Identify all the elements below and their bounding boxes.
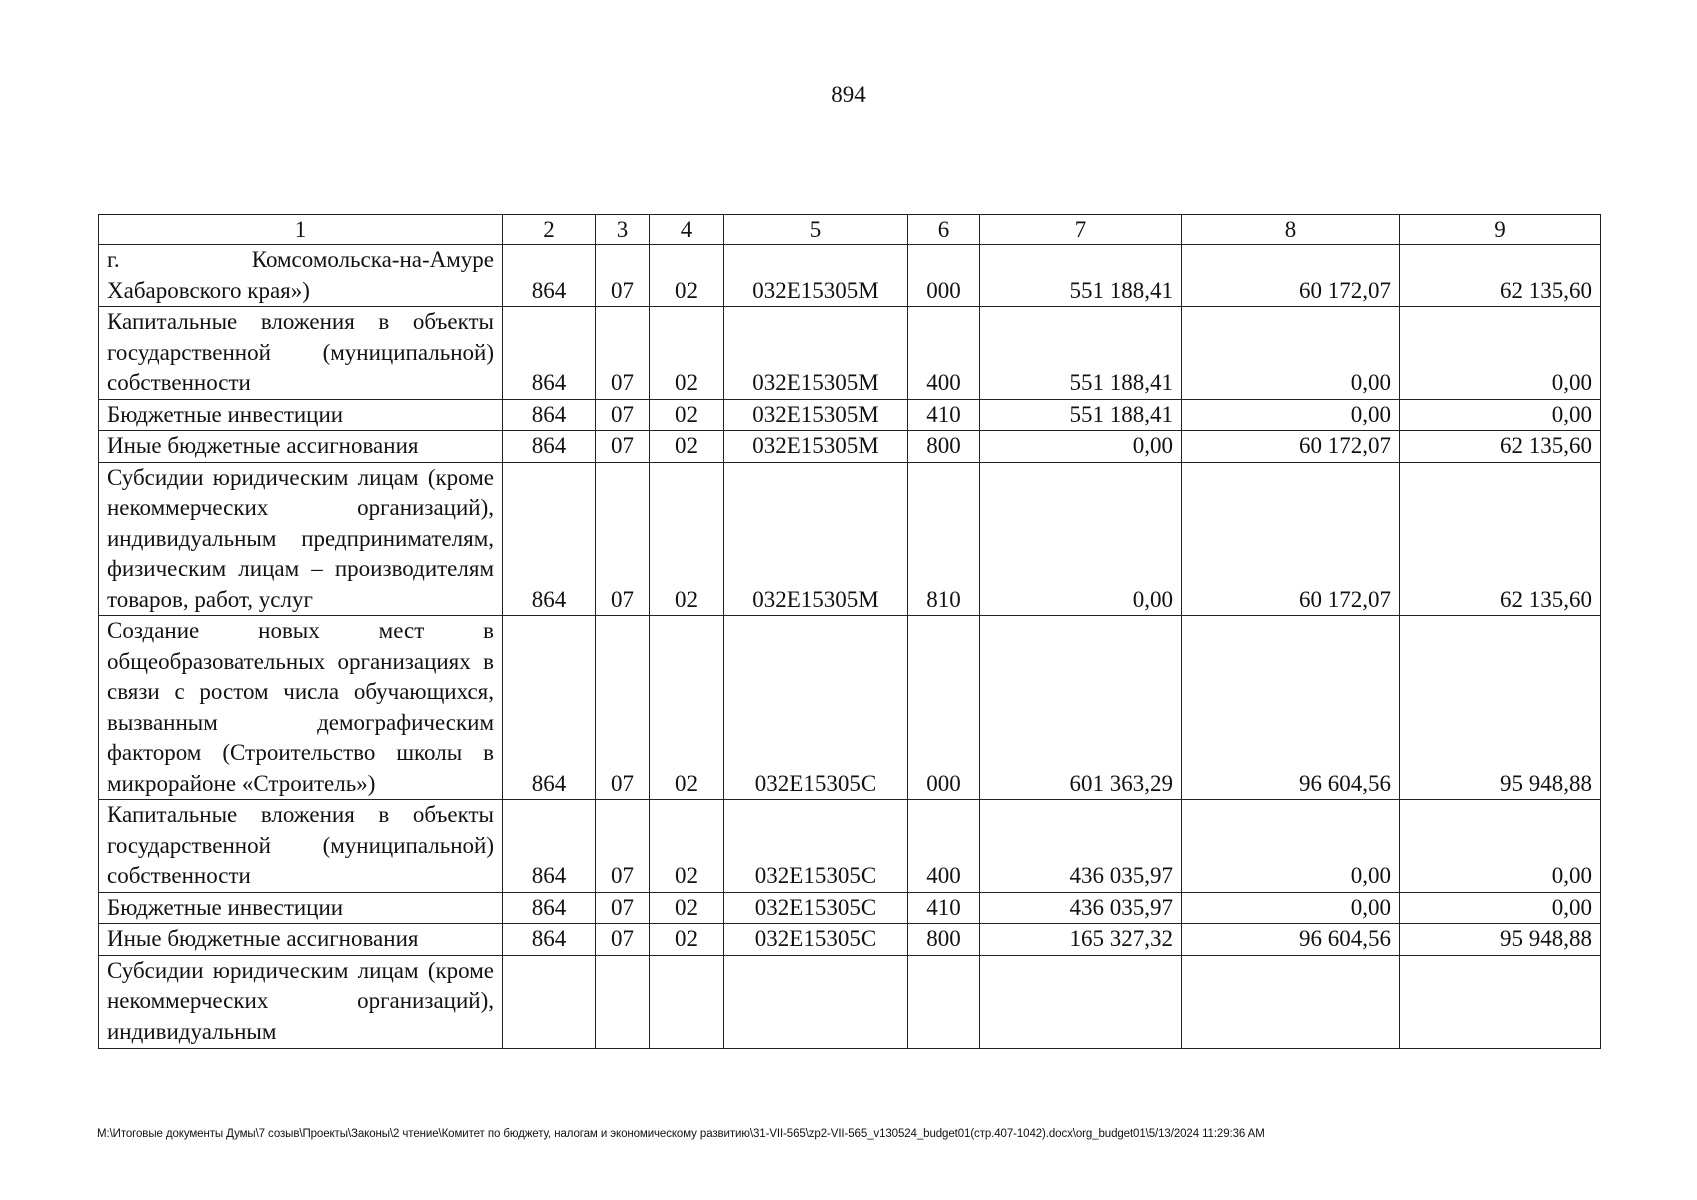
header-cell-7: 7 <box>980 215 1182 245</box>
row-name-cell: Бюджетные инвестиции <box>99 892 503 924</box>
table-row <box>99 307 1601 400</box>
amount-col9-cell: 62 135,60 <box>1400 431 1601 463</box>
subsection-code-cell: 02 <box>650 431 724 463</box>
amount-col9-cell: 62 135,60 <box>1400 462 1601 616</box>
amount-col7-cell: 551 188,41 <box>980 307 1182 400</box>
header-cell-9: 9 <box>1400 215 1601 245</box>
ministry-code-cell: 864 <box>503 462 596 616</box>
section-code-cell: 07 <box>596 399 650 431</box>
target-article-cell: 032E15305С <box>724 616 908 800</box>
amount-col7-cell: 436 035,97 <box>980 892 1182 924</box>
amount-col8-cell: 0,00 <box>1182 892 1400 924</box>
target-article-cell: 032E15305С <box>724 800 908 893</box>
ministry-code-cell: 864 <box>503 307 596 400</box>
amount-col7-cell: 0,00 <box>980 462 1182 616</box>
target-article-cell: 032E15305М <box>724 307 908 400</box>
table-row <box>99 245 1601 307</box>
amount-col8-cell: 0,00 <box>1182 399 1400 431</box>
header-cell-5: 5 <box>724 215 908 245</box>
ministry-code-cell: 864 <box>503 924 596 956</box>
row-name-cell: Создание новых мест в общеобразовательных организациях в связи с ростом числа обучающихся, вызванным демографическим фактором (Строительство школы в микрорайоне «Строитель») <box>99 616 503 800</box>
amount-col9-cell: 95 948,88 <box>1400 616 1601 800</box>
row-name-cell: Бюджетные инвестиции <box>99 399 503 431</box>
row-name-cell: Иные бюджетные ассигнования <box>99 431 503 463</box>
row-name-cell: Иные бюджетные ассигнования <box>99 924 503 956</box>
amount-col7-cell: 436 035,97 <box>980 800 1182 893</box>
table-row <box>99 924 1601 956</box>
section-code-cell: 07 <box>596 245 650 307</box>
row-name-cell: Капитальные вложения в объекты государственной (муниципальной) собственности <box>99 800 503 893</box>
amount-col7-cell: 551 188,41 <box>980 399 1182 431</box>
section-code-cell: 07 <box>596 462 650 616</box>
header-cell-1: 1 <box>99 215 503 245</box>
amount-col8-cell: 96 604,56 <box>1182 616 1400 800</box>
expense-type-cell: 410 <box>908 892 980 924</box>
amount-col8-cell: 60 172,07 <box>1182 462 1400 616</box>
header-cell-8: 8 <box>1182 215 1400 245</box>
subsection-code-cell <box>650 955 724 1048</box>
table-header-row <box>99 215 1601 245</box>
subsection-code-cell: 02 <box>650 307 724 400</box>
amount-col7-cell <box>980 955 1182 1048</box>
amount-col7-cell: 601 363,29 <box>980 616 1182 800</box>
target-article-cell: 032E15305С <box>724 924 908 956</box>
ministry-code-cell: 864 <box>503 800 596 893</box>
expense-type-cell: 000 <box>908 616 980 800</box>
table-body <box>99 215 1601 1049</box>
subsection-code-cell: 02 <box>650 800 724 893</box>
ministry-code-cell <box>503 955 596 1048</box>
amount-col9-cell: 0,00 <box>1400 399 1601 431</box>
expense-type-cell: 400 <box>908 307 980 400</box>
amount-col8-cell: 60 172,07 <box>1182 245 1400 307</box>
ministry-code-cell: 864 <box>503 892 596 924</box>
row-name-cell: Капитальные вложения в объекты государственной (муниципальной) собственности <box>99 307 503 400</box>
table-row <box>99 399 1601 431</box>
amount-col8-cell: 0,00 <box>1182 307 1400 400</box>
amount-col9-cell: 95 948,88 <box>1400 924 1601 956</box>
expense-type-cell: 400 <box>908 800 980 893</box>
section-code-cell: 07 <box>596 924 650 956</box>
subsection-code-cell: 02 <box>650 616 724 800</box>
table-row <box>99 616 1601 800</box>
ministry-code-cell: 864 <box>503 431 596 463</box>
amount-col9-cell: 0,00 <box>1400 892 1601 924</box>
table-row <box>99 955 1601 1048</box>
table-row <box>99 431 1601 463</box>
amount-col8-cell: 60 172,07 <box>1182 431 1400 463</box>
header-cell-2: 2 <box>503 215 596 245</box>
expense-type-cell: 810 <box>908 462 980 616</box>
ministry-code-cell: 864 <box>503 245 596 307</box>
expense-type-cell: 410 <box>908 399 980 431</box>
header-cell-3: 3 <box>596 215 650 245</box>
section-code-cell <box>596 955 650 1048</box>
target-article-cell: 032E15305М <box>724 245 908 307</box>
header-cell-4: 4 <box>650 215 724 245</box>
amount-col7-cell: 0,00 <box>980 431 1182 463</box>
ministry-code-cell: 864 <box>503 616 596 800</box>
subsection-code-cell: 02 <box>650 924 724 956</box>
amount-col7-cell: 165 327,32 <box>980 924 1182 956</box>
section-code-cell: 07 <box>596 800 650 893</box>
table-row <box>99 800 1601 893</box>
section-code-cell: 07 <box>596 431 650 463</box>
amount-col9-cell: 0,00 <box>1400 307 1601 400</box>
section-code-cell: 07 <box>596 616 650 800</box>
target-article-cell: 032E15305М <box>724 399 908 431</box>
subsection-code-cell: 02 <box>650 399 724 431</box>
section-code-cell: 07 <box>596 307 650 400</box>
expense-type-cell: 000 <box>908 245 980 307</box>
section-code-cell: 07 <box>596 892 650 924</box>
target-article-cell <box>724 955 908 1048</box>
target-article-cell: 032E15305М <box>724 462 908 616</box>
page-number: 894 <box>831 82 866 107</box>
target-article-cell: 032E15305М <box>724 431 908 463</box>
amount-col9-cell <box>1400 955 1601 1048</box>
amount-col9-cell: 62 135,60 <box>1400 245 1601 307</box>
ministry-code-cell: 864 <box>503 399 596 431</box>
expense-type-cell <box>908 955 980 1048</box>
amount-col7-cell: 551 188,41 <box>980 245 1182 307</box>
target-article-cell: 032E15305С <box>724 892 908 924</box>
amount-col9-cell: 0,00 <box>1400 800 1601 893</box>
subsection-code-cell: 02 <box>650 892 724 924</box>
table-row <box>99 462 1601 616</box>
amount-col8-cell: 96 604,56 <box>1182 924 1400 956</box>
row-name-cell: Субсидии юридическим лицам (кроме некоммерческих организаций), индивидуальным <box>99 955 503 1048</box>
amount-col8-cell <box>1182 955 1400 1048</box>
expense-type-cell: 800 <box>908 924 980 956</box>
budget-table <box>98 214 1601 1049</box>
header-cell-6: 6 <box>908 215 980 245</box>
subsection-code-cell: 02 <box>650 245 724 307</box>
file-path-footer: М:\Итоговые документы Думы\7 созыв\Проекты\Законы\2 чтение\Комитет по бюджету, налогам и экономическому развитию\31-VII-565\zp2-VII-565_v130524_budget01(стр.407-1042).docx\org_budget01\5/13/2024 11:29:36 AM <box>97 1128 1265 1140</box>
table-row <box>99 892 1601 924</box>
row-name-cell: г. Комсомольска-на-Амуре Хабаровского края») <box>99 245 503 307</box>
subsection-code-cell: 02 <box>650 462 724 616</box>
expense-type-cell: 800 <box>908 431 980 463</box>
amount-col8-cell: 0,00 <box>1182 800 1400 893</box>
row-name-cell: Субсидии юридическим лицам (кроме некоммерческих организаций), индивидуальным предпринимателям, физическим лицам – производителям товаров, работ, услуг <box>99 462 503 616</box>
